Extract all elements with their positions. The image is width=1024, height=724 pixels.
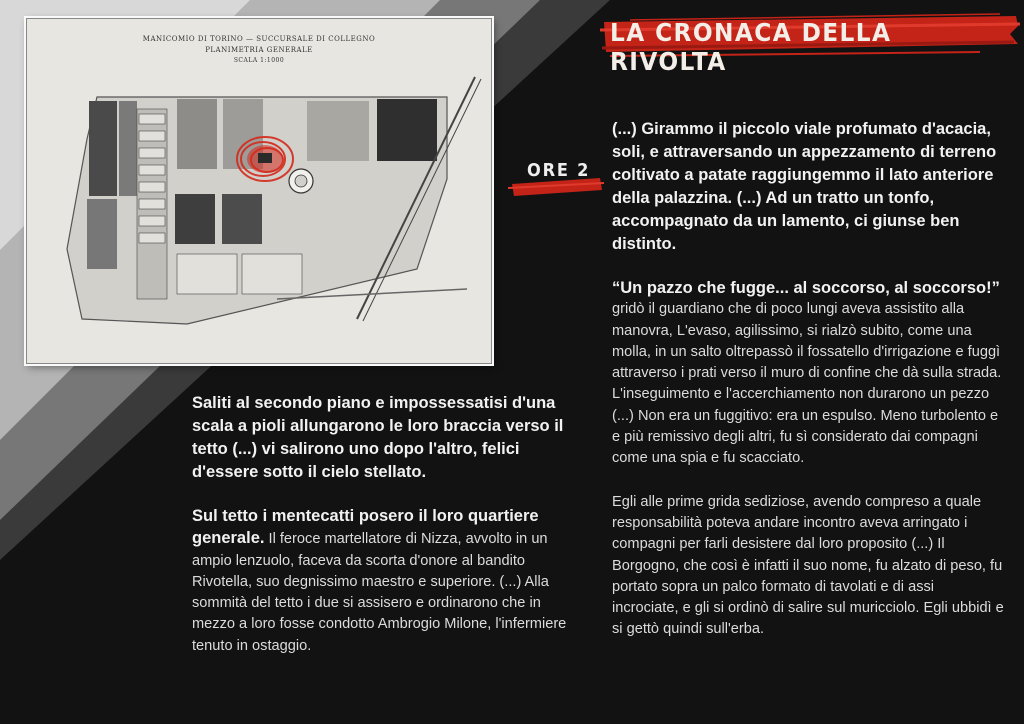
section-title: LA CRONACA DELLA RIVOLTA [610,18,892,76]
quote-heading: “Un pazzo che fugge... al soccorso, al soccorso!” [612,279,1000,297]
left-column [192,392,584,679]
time-label: ORE 2 [527,160,591,181]
roof-paragraph-lead: Sul tetto i mentecatti posero il loro quartiere generale. [192,507,539,548]
borgogno-paragraph: Egli alle prime grida sediziose, avendo compreso a quale responsabilità poteva andare incontro aveva arringato i compagni per farli desistere dal loro proposito (...) Il Borgogno, che così è infatti il suo nome, fu alzato di peso, fu portato sopra un palco formato di tavolati e di assi incrociate, e gli si ordinò di salire sul muricciolo. Egli ubbidì e si gettò quindi sull'erba. [612,493,1004,638]
right-column [612,118,1004,663]
map-subtitle: PLANIMETRIA GENERALE [205,46,313,54]
asylum-site-plan-image [26,18,492,364]
map-scale: SCALA 1:1000 [233,57,285,64]
roof-paragraph-body: Il feroce martellatore di Nizza, avvolto in un ampio lenzuolo, faceva da scorta d'onore al bandito Rivotella, suo degnissimo maestro e superiore. (...) Alla sommità del tetto i due si assisero e ordinarono che in mezzo a loro fosse condotto Ambrogio Milone, l'infermiere tenuto in ostaggio. [192,531,567,654]
story-paragraph [612,278,1004,470]
roof-paragraph [192,506,584,657]
map-title: MANICOMIO DI TORINO — SUCCURSALE DI COLLEGNO [142,35,376,43]
site-plan-drawing [27,19,491,363]
story-body: gridò il guardiano che di poco lungi aveva assistito alla manovra, L'evaso, agilissimo, si rialzò subito, come una molla, in un salto oltrepassò il fossatello d'irrigazione e fuggì attraverso i prati verso il muro di confine che dà sulla strada. L'inseguimento e l'accerchiamento non durarono un pezzo (...) Non era un fuggitivo: era un espulso. Meno turbolento e e più remissivo degli altri, fu sì considerato dai compagni come una spia e fu scacciato. [612,301,1002,467]
intro-paragraph: (...) Girammo il piccolo viale profumato d'acacia, soli, e attraversando un appezzamento di terreno coltivato a patate raggiungemmo il lato anteriore della palazzina. (...) Ad un tratto un tonfo, accompagnato da un lamento, ci giunse ben distinto. [612,120,997,253]
roof-intro-paragraph: Saliti al secondo piano e impossessatisi d'una scala a pioli allungarono le loro braccia verso il tetto (...) vi salirono uno dopo l'altro, felici d'essere sotto il cielo stellato. [192,394,564,481]
